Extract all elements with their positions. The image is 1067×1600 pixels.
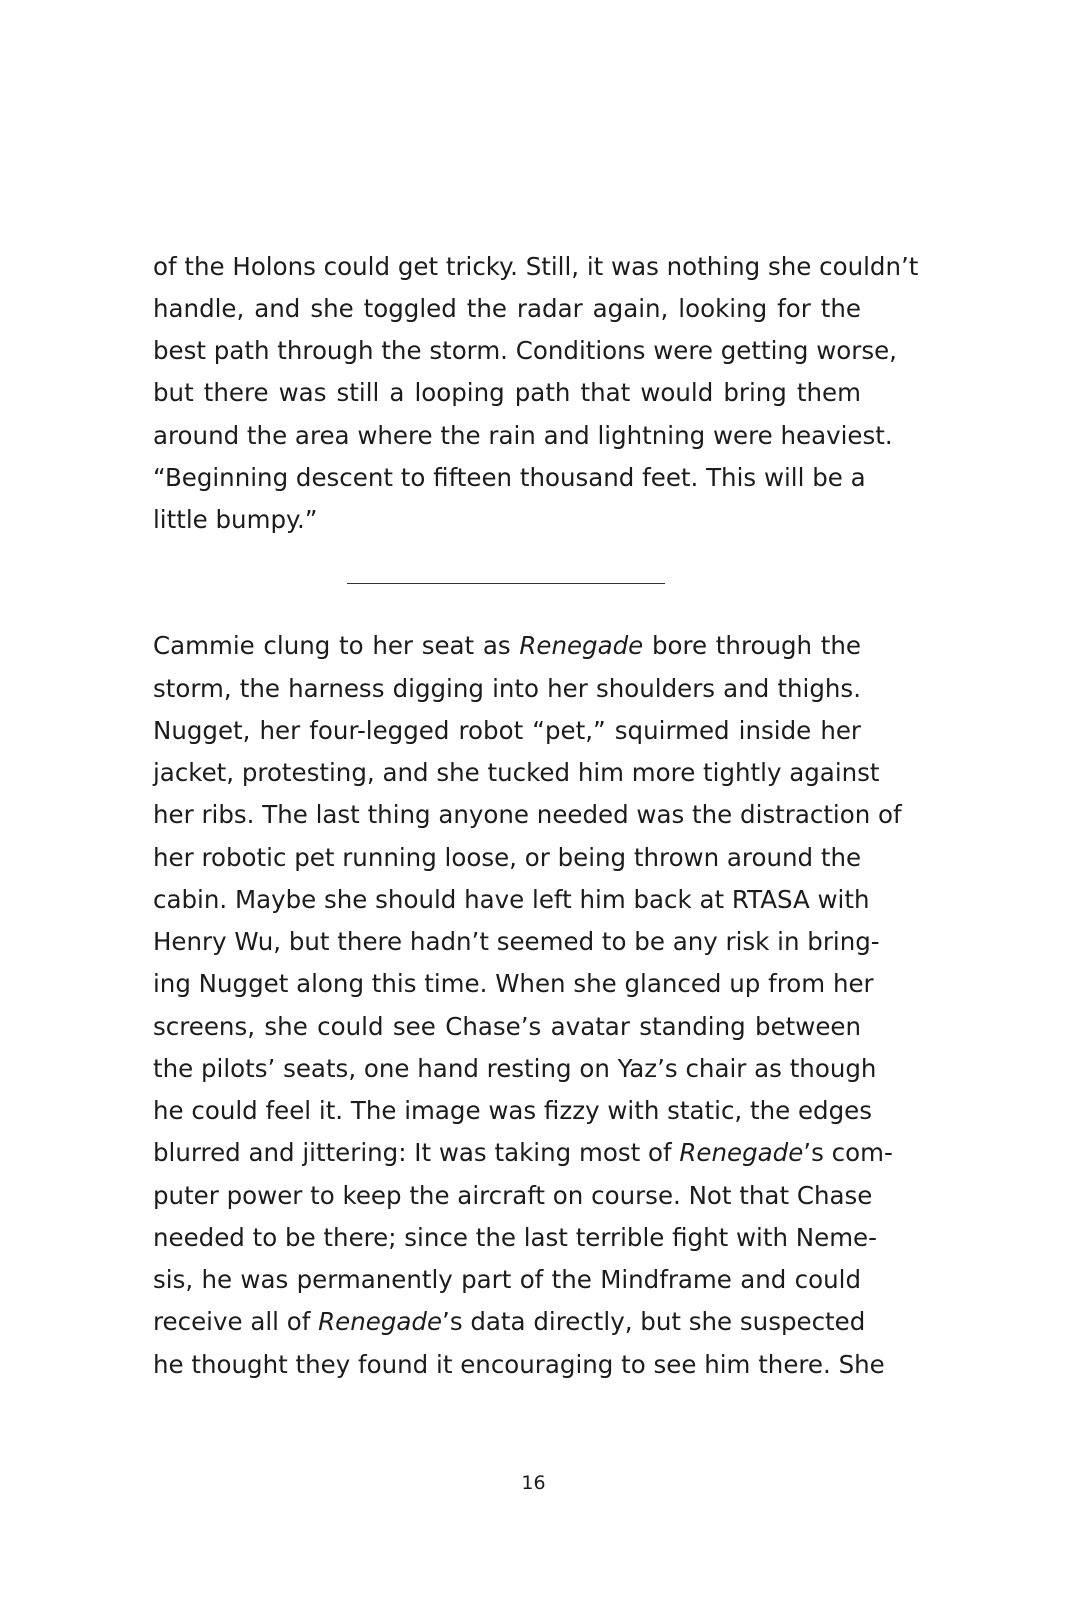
ship-name-italic: Renegade	[679, 1138, 804, 1167]
text-line: around the area where the rain and lightning were heaviest.	[153, 421, 893, 450]
text-line	[153, 1307, 866, 1337]
text-line: handle, and she toggled the radar again, looking for the	[153, 294, 861, 323]
text-segment: ’s com-	[803, 1138, 893, 1167]
text-segment: receive all of	[153, 1307, 319, 1336]
text-line: of the Holons could get tricky. Still, it was nothing she couldn’t	[153, 252, 919, 281]
text-line: “Beginning descent to fifteen thousand feet. This will be a	[153, 463, 866, 492]
text-line	[153, 1138, 893, 1168]
text-segment: bore through the	[643, 631, 861, 660]
ship-name-italic: Renegade	[519, 631, 644, 660]
page-number: 16	[521, 1472, 546, 1494]
section-divider	[347, 583, 665, 584]
text-line: cabin. Maybe she should have left him back at RTASA with	[153, 885, 870, 914]
text-line: Nugget, her four-legged robot “pet,” squirmed inside her	[153, 716, 861, 745]
text-line: sis, he was permanently part of the Mindframe and could	[153, 1265, 861, 1294]
text-line: screens, she could see Chase’s avatar standing between	[153, 1012, 861, 1041]
text-line: he thought they found it encouraging to see him there. She	[153, 1350, 885, 1379]
text-line: Henry Wu, but there hadn’t seemed to be any risk in bring-	[153, 927, 880, 956]
text-line: but there was still a looping path that would bring them	[153, 378, 861, 407]
text-line: needed to be there; since the last terrible fight with Neme-	[153, 1223, 877, 1252]
text-line: little bumpy.”	[153, 505, 318, 534]
text-line: he could feel it. The image was fizzy with static, the edges	[153, 1096, 872, 1125]
text-line: best path through the storm. Conditions were getting worse,	[153, 336, 897, 365]
text-segment: ’s data directly, but she suspected	[442, 1307, 866, 1336]
text-line: puter power to keep the aircraft on course. Not that Chase	[153, 1181, 873, 1210]
text-line: the pilots’ seats, one hand resting on Yaz’s chair as though	[153, 1054, 877, 1083]
text-segment: blurred and jittering: It was taking most of	[153, 1138, 680, 1167]
text-segment: Cammie clung to her seat as	[153, 631, 520, 660]
ship-name-italic: Renegade	[318, 1307, 443, 1336]
text-line: storm, the harness digging into her shoulders and thighs.	[153, 674, 861, 703]
text-line: jacket, protesting, and she tucked him more tightly against	[153, 758, 880, 787]
text-line: her ribs. The last thing anyone needed was the distraction of	[153, 800, 902, 829]
text-line: ing Nugget along this time. When she glanced up from her	[153, 969, 874, 998]
text-line	[153, 631, 861, 661]
text-line: her robotic pet running loose, or being thrown around the	[153, 843, 862, 872]
